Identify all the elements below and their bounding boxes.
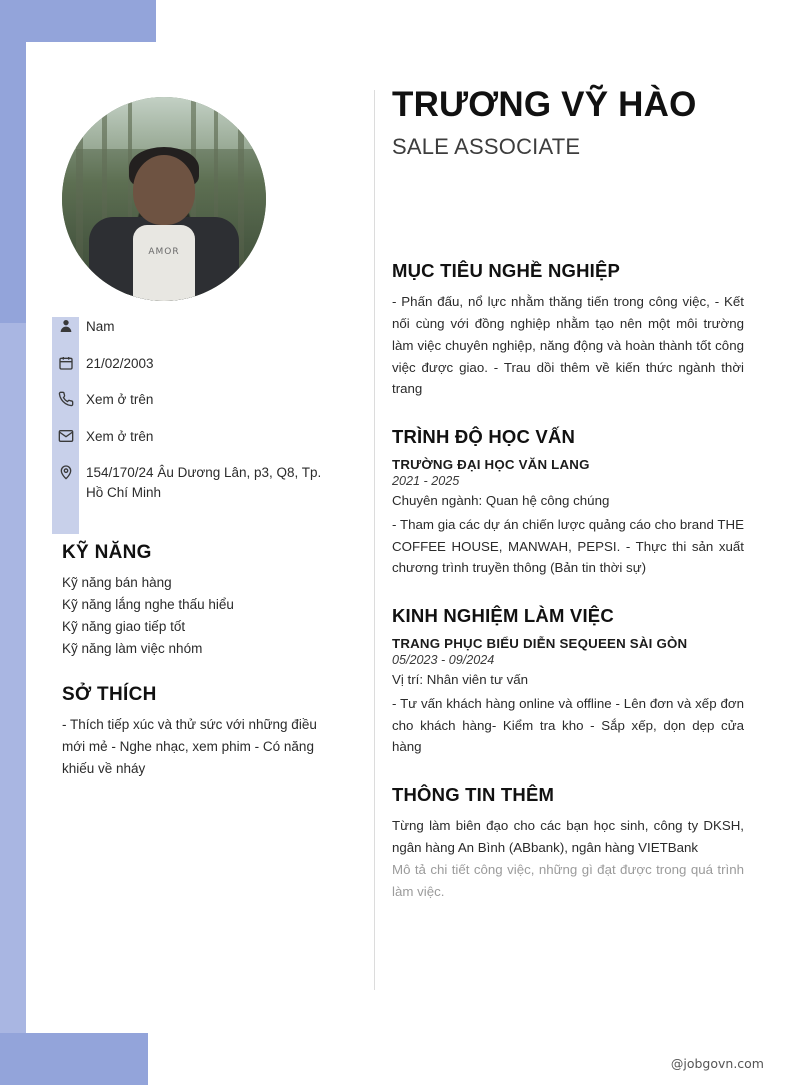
experience-title: KINH NGHIỆM LÀM VIỆC bbox=[392, 605, 614, 627]
education-major: Chuyên ngành: Quan hệ công chúng bbox=[392, 493, 610, 509]
education-dates: 2021 - 2025 bbox=[392, 474, 460, 489]
experience-section bbox=[392, 605, 744, 758]
additional-title: THÔNG TIN THÊM bbox=[392, 784, 555, 806]
experience-position: Vị trí: Nhân viên tư vấn bbox=[392, 672, 529, 688]
contact-value: Nam bbox=[86, 319, 115, 334]
decor-block-bottom-left bbox=[0, 1033, 148, 1085]
interests-title: SỞ THÍCH bbox=[62, 684, 157, 706]
additional-section bbox=[392, 784, 744, 902]
contact-item-phone bbox=[52, 390, 338, 410]
photo-tree bbox=[76, 97, 83, 301]
skills-section bbox=[26, 542, 344, 659]
contact-value: 21/02/2003 bbox=[86, 355, 154, 371]
education-school: TRƯỜNG ĐẠI HỌC VĂN LANG bbox=[392, 457, 590, 473]
contact-value: Xem ở trên bbox=[86, 392, 154, 408]
contact-item-gender bbox=[52, 317, 338, 337]
education-title: TRÌNH ĐỘ HỌC VẤN bbox=[392, 426, 576, 448]
skills-title: KỸ NĂNG bbox=[62, 542, 152, 563]
interests-section bbox=[26, 684, 344, 780]
skill-item: Kỹ năng làm việc nhóm bbox=[62, 640, 203, 656]
photo-person-shirt bbox=[133, 225, 195, 301]
additional-placeholder: Mô tả chi tiết công việc, những gì đạt được trong quá trình làm việc. bbox=[392, 861, 744, 899]
calendar-icon bbox=[52, 354, 80, 371]
avatar-photo bbox=[62, 97, 266, 301]
job-title: SALE ASSOCIATE bbox=[392, 134, 581, 160]
person-icon bbox=[52, 317, 80, 334]
left-column bbox=[26, 42, 344, 1033]
mail-icon bbox=[52, 427, 80, 444]
photo-shirt-text: AMOR bbox=[148, 247, 180, 257]
skill-item: Kỹ năng lắng nghe thấu hiểu bbox=[62, 596, 234, 612]
experience-details: - Tư vấn khách hàng online và offline - Lên đơn và xếp đơn cho khách hàng- Kiểm tra kho - Sắp xếp, dọn dẹp cửa hàng bbox=[392, 695, 744, 755]
skill-item: Kỹ năng giao tiếp tốt bbox=[62, 618, 186, 634]
resume-content bbox=[26, 42, 764, 1033]
experience-dates: 05/2023 - 09/2024 bbox=[392, 653, 495, 668]
avatar bbox=[62, 97, 266, 301]
photo-sky bbox=[62, 97, 266, 149]
objective-text: - Phấn đấu, nổ lực nhằm thăng tiến trong công việc, - Kết nối cùng với đồng nghiệp nhằm tạo nên một môi trường làm việc chuyên nghiệp, năng động và hoàn thành tốt công việc được giao. - Trau dồi thêm về kiến thức ngành thời trang bbox=[392, 294, 744, 397]
contact-list bbox=[52, 317, 338, 519]
decor-block-left-lower bbox=[0, 323, 26, 1033]
additional-text: Từng làm biên đạo cho các bạn học sinh, công ty DKSH, ngân hàng An Bình (ABbank), ngân hàng VIETBank bbox=[392, 818, 744, 855]
right-column bbox=[344, 42, 764, 1033]
education-details: - Tham gia các dự án chiến lược quảng cáo cho brand THE COFFEE HOUSE, MANWAH, PEPSI. - Thực thi sản xuất chương trình truyền thông (Bản tin thời sự) bbox=[392, 516, 744, 576]
contact-item-birthdate bbox=[52, 354, 338, 374]
contact-item-address bbox=[52, 463, 338, 502]
decor-block-top-left bbox=[0, 0, 156, 42]
skill-item: Kỹ năng bán hàng bbox=[62, 575, 172, 590]
objective-section bbox=[392, 260, 744, 400]
interests-text: - Thích tiếp xúc và thử sức với những điều mới mẻ - Nghe nhạc, xem phim - Có năng khiếu về nháy bbox=[62, 717, 317, 777]
watermark: @jobgovn.com bbox=[670, 1056, 764, 1071]
objective-title: MỤC TIÊU NGHỀ NGHIỆP bbox=[392, 260, 621, 282]
experience-company: TRANG PHỤC BIỂU DIỄN SEQUEEN SÀI GÒN bbox=[392, 636, 688, 652]
education-section bbox=[392, 426, 744, 579]
phone-icon bbox=[52, 390, 80, 407]
page-title: TRƯƠNG VỸ HÀO bbox=[392, 85, 697, 124]
contact-value: Xem ở trên bbox=[86, 428, 154, 444]
contact-item-email bbox=[52, 427, 338, 447]
photo-person-head bbox=[133, 155, 195, 225]
decor-block-left-upper bbox=[0, 42, 26, 323]
location-icon bbox=[52, 463, 80, 480]
contact-value: 154/170/24 Âu Dương Lân, p3, Q8, Tp. Hồ Chí Minh bbox=[86, 465, 322, 500]
